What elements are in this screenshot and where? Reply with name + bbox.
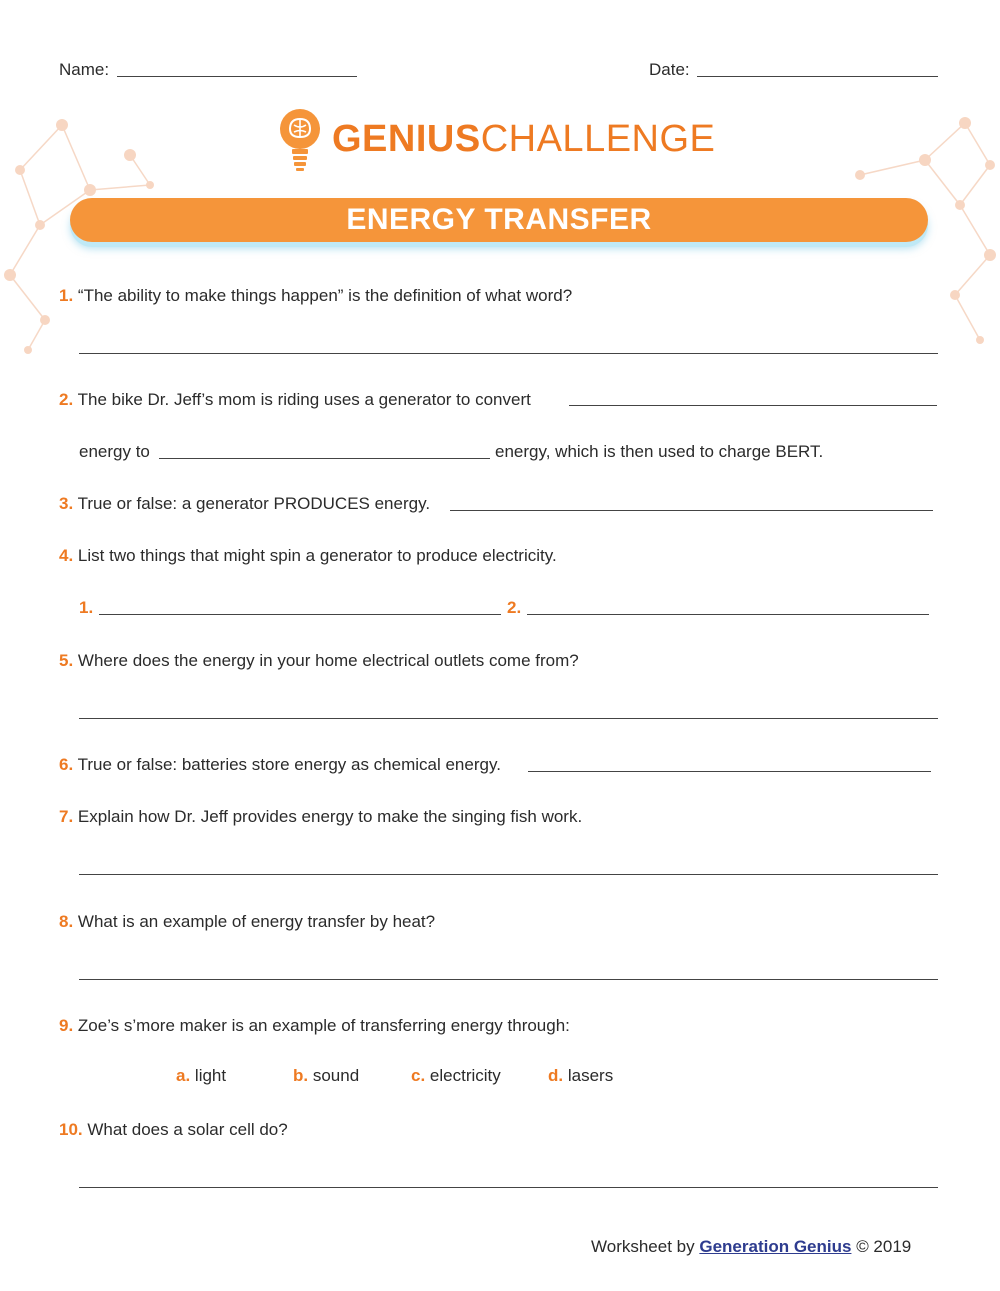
name-answer-line[interactable] — [117, 76, 357, 77]
question-text: True or false: batteries store energy as chemical energy. — [77, 755, 501, 774]
question-text: What is an example of energy transfer by heat? — [77, 912, 436, 931]
footer-credit — [591, 1237, 911, 1257]
question-number: 8. — [59, 912, 74, 931]
answer-line-5[interactable] — [79, 718, 938, 719]
choice-label: lasers — [567, 1066, 614, 1085]
name-label: Name: — [59, 60, 110, 79]
question-text: List two things that might spin a generator to produce electricity. — [77, 546, 557, 565]
answer-line-8[interactable] — [79, 979, 938, 980]
choice-label: light — [194, 1066, 227, 1085]
footer-copyright: © 2019 — [856, 1237, 912, 1256]
question-5 — [59, 651, 579, 671]
question-number: 2. — [59, 390, 74, 409]
choice-label: sound — [312, 1066, 360, 1085]
question-4 — [59, 546, 557, 566]
answer-line-2a[interactable] — [569, 405, 937, 406]
question-text: “The ability to make things happen” is the definition of what word? — [77, 286, 573, 305]
answer-line-4-2[interactable] — [527, 614, 929, 615]
answer-line-4-1[interactable] — [99, 614, 501, 615]
question-number: 1. — [59, 286, 74, 305]
question-2 — [59, 390, 531, 410]
choice-d[interactable] — [548, 1066, 613, 1086]
lightbulb-brain-icon — [278, 105, 322, 173]
question-text: Zoe’s s’more maker is an example of transferring energy through: — [77, 1016, 570, 1035]
footer-prefix: Worksheet by — [591, 1237, 695, 1256]
sub-answer-1-label: 1. — [79, 598, 94, 617]
question-text: Explain how Dr. Jeff provides energy to make the singing fish work. — [77, 807, 583, 826]
choice-letter: a. — [176, 1066, 191, 1085]
answer-line-6[interactable] — [528, 771, 931, 772]
choice-c[interactable] — [411, 1066, 501, 1086]
choice-a[interactable] — [176, 1066, 226, 1086]
answer-line-10[interactable] — [79, 1187, 938, 1188]
generation-genius-link[interactable]: Generation Genius — [699, 1237, 852, 1256]
choice-letter: b. — [293, 1066, 309, 1085]
question-10 — [59, 1120, 288, 1140]
question-7 — [59, 807, 582, 827]
date-answer-line[interactable] — [697, 76, 938, 77]
question-number: 10. — [59, 1120, 83, 1139]
sub-answer-2-label: 2. — [507, 598, 522, 617]
question-text: True or false: a generator PRODUCES energy. — [77, 494, 431, 513]
answer-line-2b[interactable] — [159, 458, 490, 459]
question-number: 4. — [59, 546, 74, 565]
question-8 — [59, 912, 435, 932]
question-1 — [59, 286, 572, 306]
question-number: 5. — [59, 651, 74, 670]
question-text: What does a solar cell do? — [87, 1120, 288, 1139]
title-banner — [70, 198, 928, 242]
question-6 — [59, 755, 501, 775]
choice-label: electricity — [429, 1066, 501, 1085]
question-number: 7. — [59, 807, 74, 826]
answer-line-1[interactable] — [79, 353, 938, 354]
question-number: 3. — [59, 494, 74, 513]
choice-letter: d. — [548, 1066, 564, 1085]
question-9 — [59, 1016, 570, 1036]
logo-challenge-text: CHALLENGE — [480, 118, 716, 160]
question-number: 6. — [59, 755, 74, 774]
logo-genius-text: GENIUS — [332, 118, 481, 160]
question-text: The bike Dr. Jeff’s mom is riding uses a generator to convert — [77, 390, 531, 409]
answer-line-3[interactable] — [450, 510, 933, 511]
choice-letter: c. — [411, 1066, 426, 1085]
question-text: Where does the energy in your home electrical outlets come from? — [77, 651, 579, 670]
question-2-line-b-start: energy to — [79, 442, 150, 461]
date-label: Date: — [649, 60, 690, 79]
choice-b[interactable] — [293, 1066, 359, 1086]
question-2-line-b-end: energy, which is then used to charge BERT. — [495, 442, 824, 461]
answer-line-7[interactable] — [79, 874, 938, 875]
genius-challenge-logo — [278, 104, 715, 174]
question-3 — [59, 494, 430, 514]
question-number: 9. — [59, 1016, 74, 1035]
page-title: ENERGY TRANSFER — [346, 203, 652, 236]
